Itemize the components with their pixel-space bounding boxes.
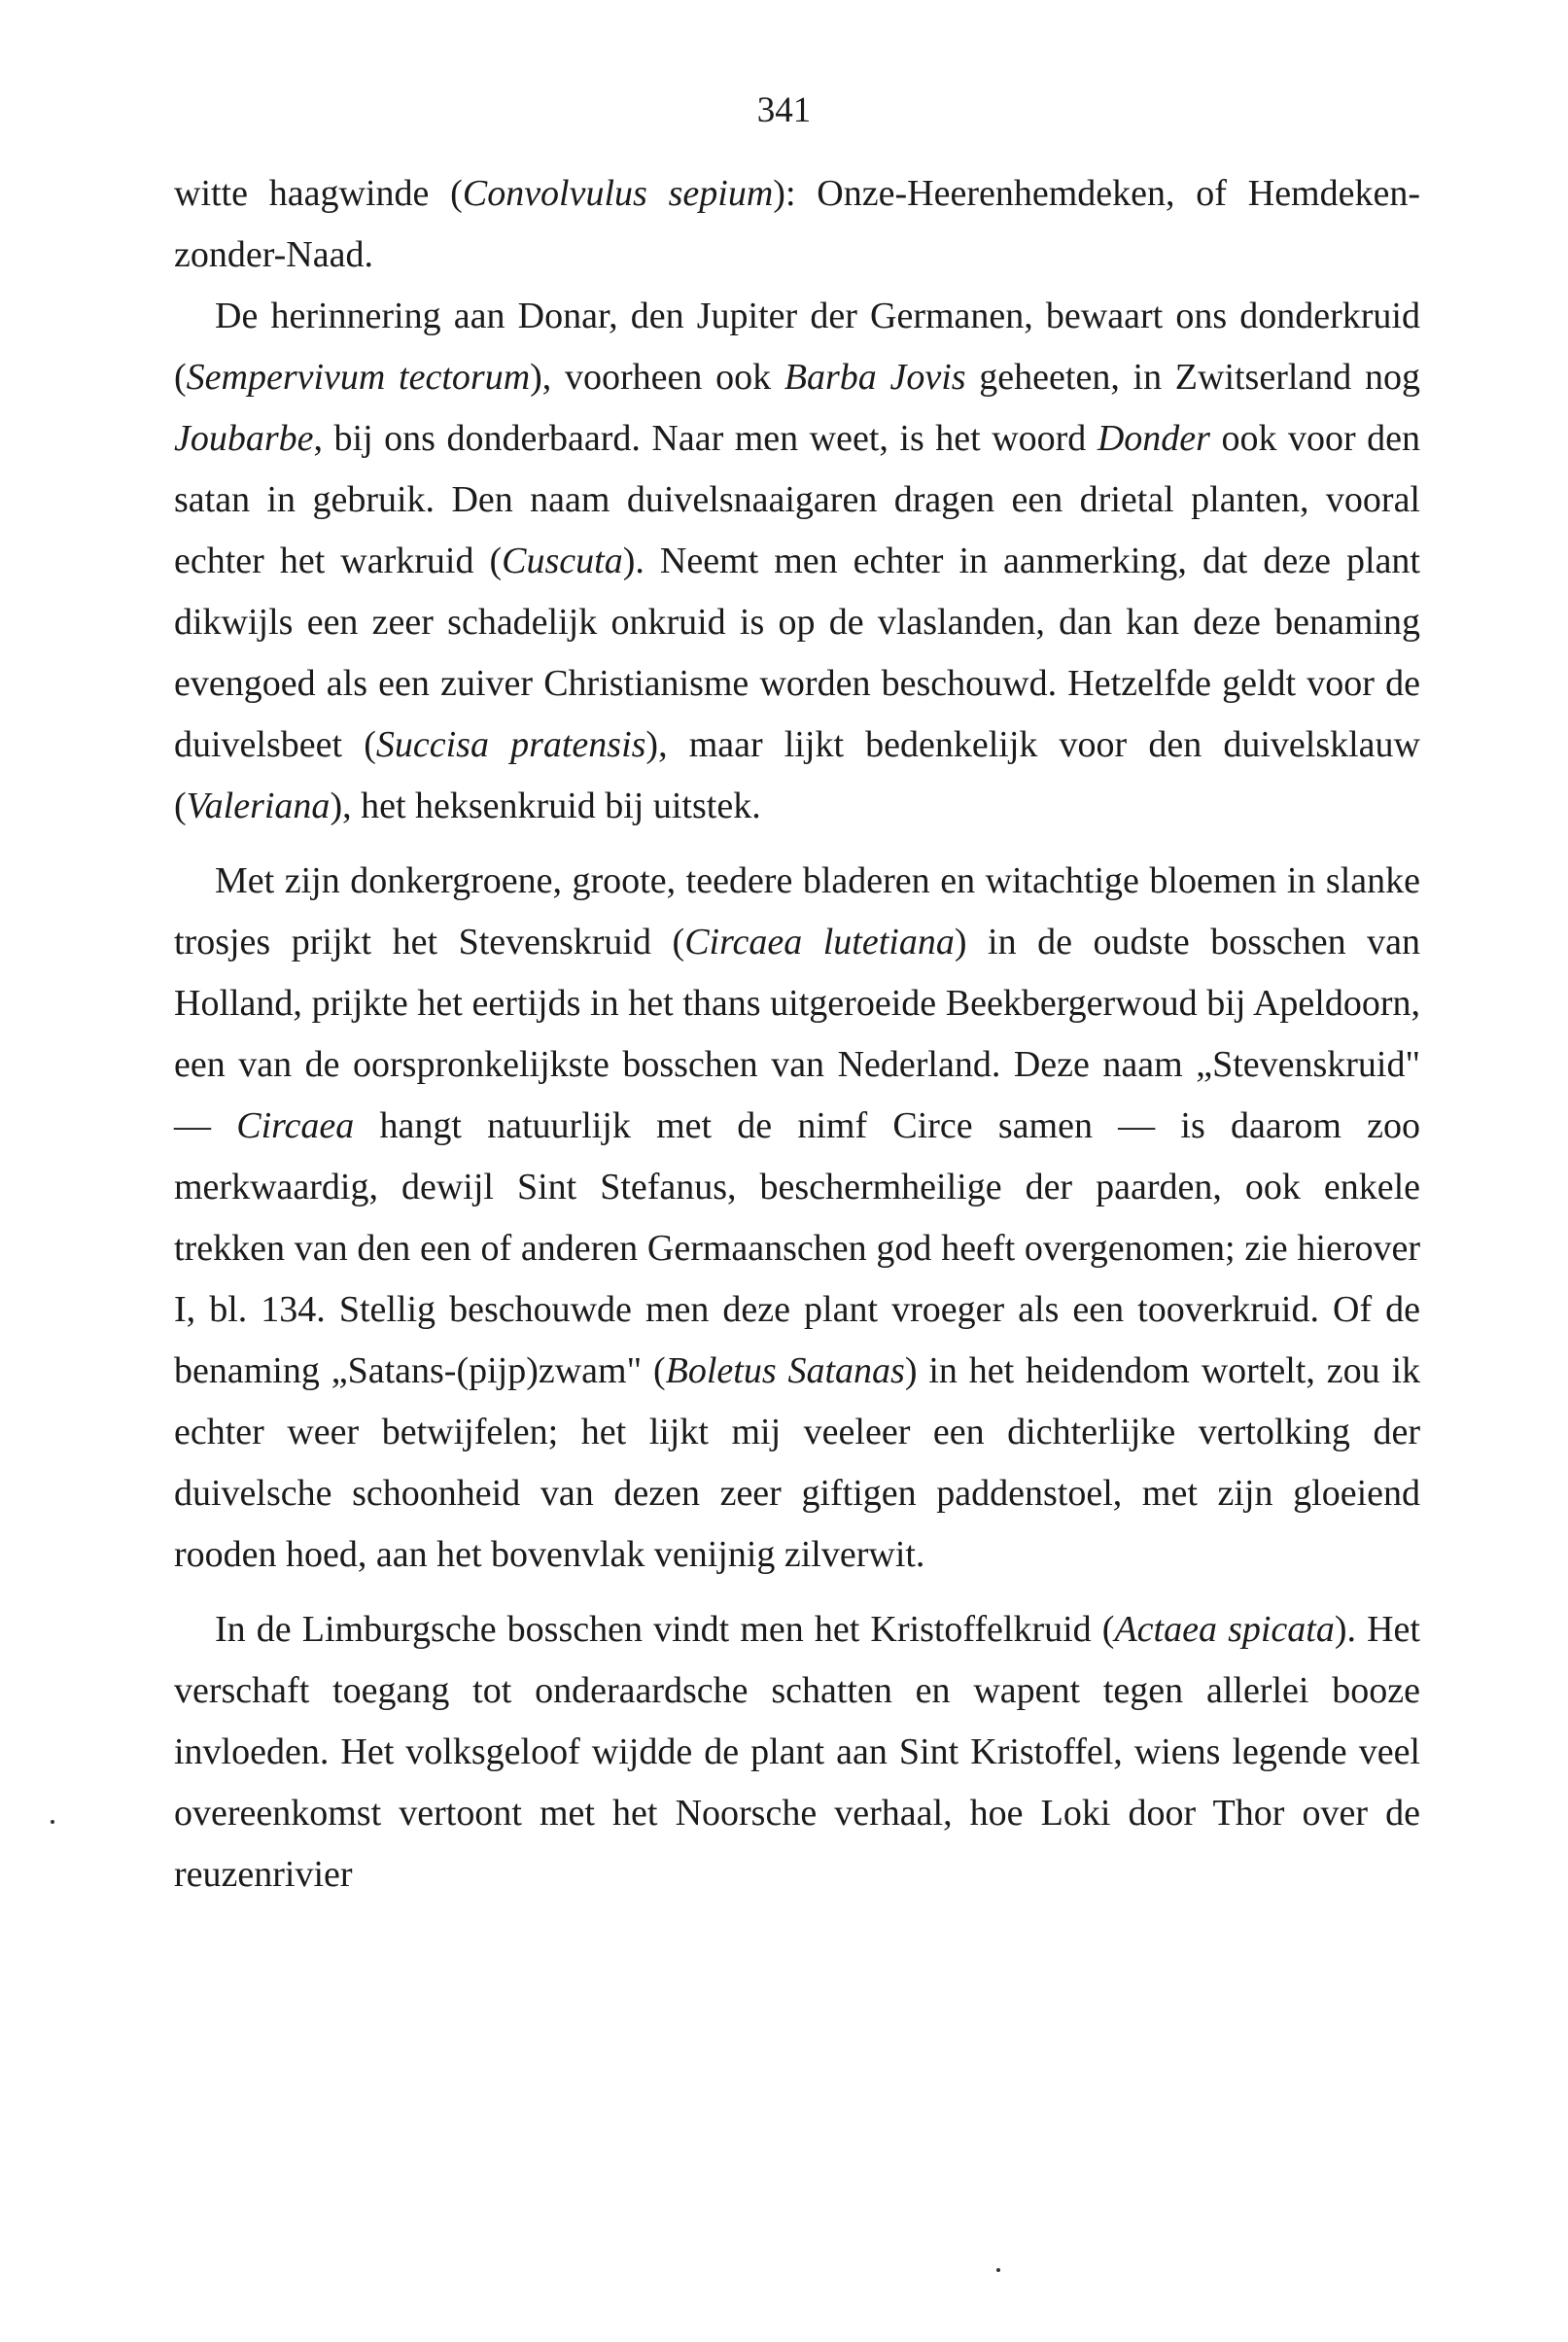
text-run: ), het heksenkruid bij uitstek. xyxy=(330,786,761,826)
text-run: ), voorheen ook xyxy=(530,357,784,398)
paragraph-1 xyxy=(174,163,1420,286)
italic-term: Sempervivum tectorum xyxy=(186,357,531,398)
italic-term: Circaea xyxy=(236,1105,355,1146)
italic-term: Donder xyxy=(1097,418,1210,459)
text-run: ) in de oudste bosschen van Holland, prijkte het eertijds in het thans uitgeroeide Beekbergerwoud bij Apeldoorn, een van de oorspronkelijkste bosschen van Nederland. Deze naam „Stevenskruid" — xyxy=(174,922,1420,1146)
text-run: De herinnering aan Donar, den Jupiter der Germanen, bewaart ons donderkruid ( xyxy=(174,296,1420,398)
italic-term: Cuscuta xyxy=(502,541,623,581)
text-run: In de Limburgsche bosschen vindt men het Kristoffelkruid ( xyxy=(215,1609,1115,1650)
text-run: geheeten, in Zwitserland nog xyxy=(965,357,1420,398)
italic-term: Barba Jovis xyxy=(784,357,966,398)
text-run: Met zijn donkergroene, groote, teedere bladeren en witachtige bloemen in slanke trosjes prijkt het Stevenskruid ( xyxy=(174,860,1420,962)
italic-term: Succisa pratensis xyxy=(375,724,646,765)
text-run: ). Neemt men echter in aanmerking, dat deze plant dikwijls een zeer schadelijk onkruid is op de vlaslanden, dan kan deze benaming evengoed als een zuiver Christianisme worden beschouwd. Hetzelfde geldt voor de duivelsbeet ( xyxy=(174,541,1420,765)
text-run: ). Het verschaft toegang tot onderaardsche schatten en wapent tegen allerlei booze invloeden. Het volksgeloof wijdde de plant aan Sint Kristoffel, wiens legende veel overeenkomst vertoont met het Noorsche verhaal, hoe Loki door Thor over de reuzenrivier xyxy=(174,1609,1420,1895)
body-text xyxy=(174,163,1420,1905)
bottom-speck xyxy=(996,2268,1000,2272)
text-run: ) in het heidendom wortelt, zou ik echter weer betwijfelen; het lijkt mij veeleer een dichterlijke vertolking der duivelsche schoonheid van dezen zeer giftigen paddenstoel, met zijn gloeiend rooden hoed, aan het bovenvlak venijnig zilverwit. xyxy=(174,1350,1421,1575)
page-number: 341 xyxy=(756,90,812,130)
italic-term: Convolvulus sepium xyxy=(462,173,774,214)
margin-speck xyxy=(51,1820,54,1824)
italic-term: Circaea lutetiana xyxy=(684,922,955,962)
italic-term: Boletus Satanas xyxy=(665,1350,905,1391)
text-run: hangt natuurlijk met de nimf Circe samen — is daarom zoo merkwaardig, dewijl Sint Stefanus, beschermheilige der paarden, ook enkele trekken van den een of anderen Germaanschen god heeft overgenomen; zie hierover I, bl. 134. Stellig beschouwde men deze plant vroeger als een tooverkruid. Of de benaming „Satans-(pijp)zwam" ( xyxy=(174,1105,1421,1391)
paragraph-4 xyxy=(174,1599,1420,1905)
paragraph-3 xyxy=(174,851,1420,1586)
text-run: ook voor den satan in gebruik. Den naam duivelsnaaigaren dragen een drietal planten, vooral echter het warkruid ( xyxy=(174,418,1420,581)
text-run: , bij ons donderbaard. Naar men weet, is het woord xyxy=(313,418,1098,459)
italic-term: Valeriana xyxy=(186,786,331,826)
italic-term: Joubarbe xyxy=(174,418,314,459)
italic-term: Actaea spicata xyxy=(1114,1609,1335,1650)
text-run: ), maar lijkt bedenkelijk voor den duivelsklauw ( xyxy=(174,724,1420,826)
paragraph-2 xyxy=(174,286,1420,837)
text-run: witte haagwinde ( xyxy=(174,173,463,214)
text-run: ): Onze-Heerenhemdeken, of Hemdeken-zonder-Naad. xyxy=(174,173,1421,275)
